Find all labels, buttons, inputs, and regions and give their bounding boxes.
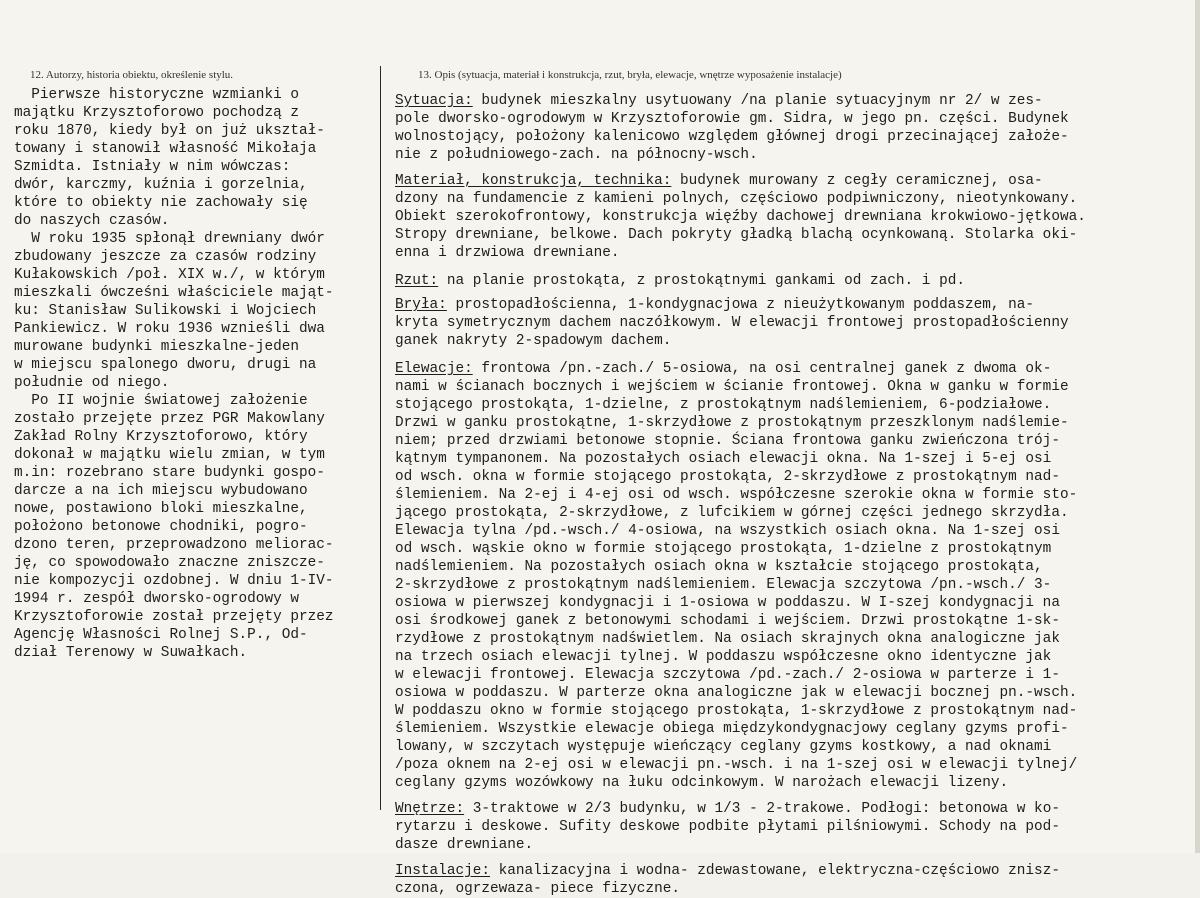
section-label: Wnętrze: [395,801,465,817]
section-text: dzony na fundamencie z kamieni polnych, częściowo podpiwniczony, nieotynkowany. [395,191,1078,207]
section-label: Rzut: [395,273,439,289]
description-line [395,360,1195,378]
description-line [395,862,1195,880]
column-divider [380,66,381,810]
description-line [395,836,1195,854]
description-section [395,862,1195,898]
history-line: Po II wojnie światowej założenie [14,393,308,409]
section-text: W poddaszu okno w formie stojącego prostokąta, 1-skrzydłowe z prostokątnym nad- [395,703,1078,719]
section-label: Elewacje: [395,361,473,377]
section-text: wolnostojący, położony kalenicowo względem głównej drogi przecinającej założe- [395,129,1069,145]
history-line: zostało przejęte przez PGR Makowlany [14,411,325,427]
section-text: budynek mieszkalny usytuowany /na planie sytuacyjnym nr 2/ w zes- [472,93,1043,109]
section-text: prostopadłościenna, 1-kondygnacjowa z nieużytkowanym poddaszem, na- [446,297,1035,313]
description-section [395,92,1195,164]
section-text: Obiekt szerokofrontowy, konstrukcja więźby dachowej drewniana krokwiowo-jętkowa. [395,209,1086,225]
section-text: 3-traktowe w 2/3 budynku, w 1/3 - 2-trakowe. Podłogi: betonowa w ko- [464,801,1060,817]
section-text: od wsch. okna w formie stojącego prostokąta, 2-skrzydłowe z prostokątnym nad- [395,469,1060,485]
description-section [395,272,1195,290]
section-text: Stropy drewniane, belkowe. Dach pokryty gładką blachą ocynkowaną. Stolarka oki- [395,227,1078,243]
description-line [395,720,1195,738]
section-text: frontowa /pn.-zach./ 5-osiowa, na osi centralnej ganek z dwoma ok- [472,361,1052,377]
description-line [395,396,1195,414]
section-text: ślemieniem. Na 2-ej i 4-ej osi od wsch. współczesne szerokie okna w formie sto- [395,487,1078,503]
history-line: W roku 1935 spłonął drewniany dwór [14,231,325,247]
history-line: w miejscu spalonego dworu, drugi na [14,357,317,373]
section-text: enna i drzwiowa drewniane. [395,245,620,261]
section-text: budynek murowany z cegły ceramicznej, osa- [671,173,1043,189]
description-line [395,332,1195,350]
description-line [395,110,1195,128]
history-line: dokonał w majątku wielu zmian, w tym [14,447,325,463]
section-text: rzydłowe z prostokątnym nadświetlem. Na osiach skrajnych okna analogiczne jak [395,631,1060,647]
history-line: zbudowany jeszcze za czasów rodziny [14,249,317,265]
history-line: Agencję Własności Rolnej S.P., Od- [14,627,308,643]
description-line [395,226,1195,244]
section-text: na planie prostokąta, z prostokątnymi gankami od zach. i pd. [438,273,965,289]
section-text: jącego prostokąta, 2-skrzydłowe, z lufcikiem w górnej części jednego skrzydła. [395,505,1069,521]
history-line: nie kompozycji ozdobnej. W dniu 1-IV- [14,573,334,589]
description-line [395,314,1195,332]
history-line: nowe, postawiono bloki mieszkalne, [14,501,308,517]
section-text: nadślemieniem. Na pozostałych osiach okna w kształcie stojącego prostokąta, [395,559,1043,575]
history-line: majątku Krzysztoforowo pochodzą z [14,105,299,121]
history-line: m.in: rozebrano stare budynki gospo- [14,465,325,481]
description-line [395,666,1195,684]
description-line [395,296,1195,314]
description-line [395,818,1195,836]
description-section [395,296,1195,350]
description-line [395,504,1195,522]
description-line [395,244,1195,262]
section-text: /poza oknem na 2-ej osi w elewacji pn.-wsch. i na 1-szej osi w elewacji tylnej/ [395,757,1078,773]
description-section [395,800,1195,854]
right-column-heading: 13. Opis (sytuacja, materiał i konstrukcja, rzut, bryła, elewacje, wnętrze wyposażenie instalacje) [418,69,842,81]
description-line [395,432,1195,450]
section-text: osiowa w pierwszej kondygnacji i 1-osiowa w poddaszu. W I-szej kondygnacji na [395,595,1060,611]
section-text: stojącego prostokąta, 1-dzielne, z prostokątnym nadślemieniem, 6-podziałowe. [395,397,1052,413]
description-line [395,774,1195,792]
section-text: Elewacja tylna /pd.-wsch./ 4-osiowa, na wszystkich osiach okna. Na 1-szej osi [395,523,1060,539]
description-line [395,540,1195,558]
history-line: roku 1870, kiedy był on już ukształ- [14,123,325,139]
section-text: kanalizacyjna i wodna- zdewastowane, elektryczna-częściowo znisz- [490,863,1060,879]
history-text-block [14,86,379,662]
description-line [395,378,1195,396]
description-line [395,702,1195,720]
section-text: Drzwi w ganku prostokątne, 1-skrzydłowe z prostokątnym przeszklonym nadślemie- [395,415,1069,431]
description-section [395,360,1195,792]
section-text: dasze drewniane. [395,837,534,853]
description-line [395,612,1195,630]
history-line: Szmidta. Istniały w nim wówczas: [14,159,291,175]
description-line [395,684,1195,702]
description-line [395,172,1195,190]
section-text: czona, ogrzewaza- piece fizyczne. [395,881,680,897]
section-label: Instalacje: [395,863,490,879]
history-line: Pierwsze historyczne wzmianki o [14,87,299,103]
section-text: ślemieniem. Wszystkie elewacje obiega międzykondygnacjowy ceglany gzyms profi- [395,721,1069,737]
description-line [395,414,1195,432]
description-line [395,128,1195,146]
description-line [395,272,1195,290]
history-line: towany i stanowił własność Mikołaja [14,141,317,157]
description-line [395,146,1195,164]
history-line: Krzysztoforowie został przejęty przez [14,609,334,625]
section-text: osi środkowej ganek z betonowymi schodami i wejściem. Drzwi prostokątne 1-sk- [395,613,1060,629]
left-column-heading: 12. Autorzy, historia obiektu, określenie stylu. [30,69,234,81]
section-text: lowany, w szczytach występuje wieńczący ceglany gzyms kostkowy, a nad oknami [395,739,1052,755]
description-line [395,522,1195,540]
history-line: 1994 r. zespół dworsko-ogrodowy w [14,591,299,607]
section-text: rytarzu i deskowe. Sufity deskowe podbite płytami pilśniowymi. Schody na pod- [395,819,1060,835]
description-text-block [395,92,1195,898]
description-line [395,468,1195,486]
description-line [395,92,1195,110]
section-text: nami w ścianach bocznych i wejściem w ścianie frontowej. Okna w ganku w formie [395,379,1069,395]
section-text: 2-skrzydłowe z prostokątnym nadślemieniem. Elewacja szczytowa /pn.-wsch./ 3- [395,577,1052,593]
section-label: Materiał, konstrukcja, technika: [395,173,672,189]
description-line [395,756,1195,774]
description-line [395,208,1195,226]
history-line: Pankiewicz. W roku 1936 wznieśli dwa [14,321,325,337]
section-text: kryta symetrycznym dachem naczółkowym. W elewacji frontowej prostopadłościenny [395,315,1069,331]
section-text: od wsch. wąskie okno w formie stojącego prostokąta, 1-dzielne z prostokątnym [395,541,1052,557]
section-text: ganek nakryty 2-spadowym dachem. [395,333,672,349]
section-label: Bryła: [395,297,447,313]
page-edge [1195,0,1200,853]
history-line: które to obiekty nie zachowały się [14,195,308,211]
history-line: dział Terenowy w Suwałkach. [14,645,248,661]
history-line: darcze a na ich miejscu wybudowano [14,483,308,499]
section-text: niem; przed drzwiami betonowe stopnie. Ściana frontowa ganku zwieńczona trój- [395,433,1060,449]
description-line [395,738,1195,756]
section-text: nie z południowego-zach. na północny-wsch. [395,147,758,163]
section-text: pole dworsko-ogrodowym w Krzysztoforowie gm. Sidra, w jego pn. części. Budynek [395,111,1069,127]
description-line [395,800,1195,818]
history-line: dwór, karczmy, kuźnia i gorzelnia, [14,177,308,193]
section-text: osiowa w poddaszu. W parterze okna analogiczne jak w elewacji bocznej pn.-wsch. [395,685,1078,701]
section-label: Sytuacja: [395,93,473,109]
history-line: do naszych czasów. [14,213,170,229]
history-line: dzono teren, przeprowadzono meliorac- [14,537,334,553]
history-line: ję, co spowodowało znaczne zniszcze- [14,555,325,571]
section-text: kątnym tympanonem. Na pozostałych osiach elewacji okna. Na 1-szej i 5-ej osi [395,451,1052,467]
description-line [395,190,1195,208]
section-text: ceglany gzyms wozówkowy na łuku odcinkowym. W narożach elewacji lizeny. [395,775,1009,791]
description-line [395,558,1195,576]
section-text: w elewacji frontowej. Elewacja szczytowa /pd.-zach./ 2-osiowa w parterze i 1- [395,667,1060,683]
history-line: południe od niego. [14,375,170,391]
history-line: murowane budynki mieszkalne-jeden [14,339,299,355]
description-section [395,172,1195,262]
description-line [395,880,1195,898]
history-line: Zakład Rolny Krzysztoforowo, który [14,429,308,445]
section-text: na trzech osiach elewacji tylnej. W poddaszu współczesne okno identyczne jak [395,649,1052,665]
description-line [395,594,1195,612]
description-line [395,576,1195,594]
history-line: Kułakowskich /poł. XIX w./, w którym [14,267,325,283]
history-line: położono betonowe chodniki, pogro- [14,519,308,535]
description-line [395,486,1195,504]
description-line [395,630,1195,648]
description-line [395,648,1195,666]
description-line [395,450,1195,468]
history-line: mieszkali ówcześni właściciele mająt- [14,285,334,301]
history-line: ku: Stanisław Sulikowski i Wojciech [14,303,317,319]
